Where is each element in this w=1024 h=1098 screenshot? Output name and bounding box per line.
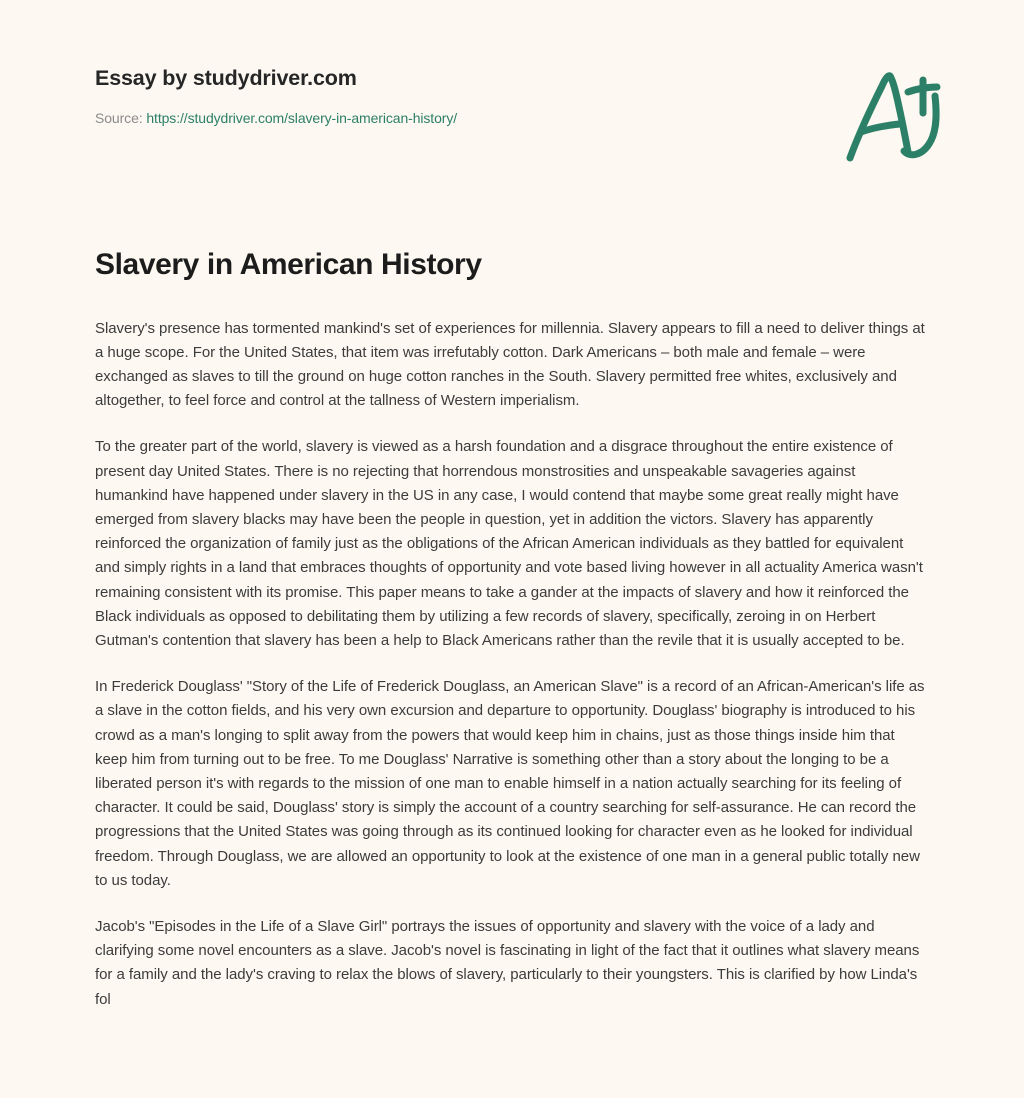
source-line: [95, 109, 946, 127]
page-header: [0, 0, 1024, 126]
source-url-link[interactable]: https://studydriver.com/slavery-in-american-history/: [146, 109, 458, 126]
page-title: Slavery in American History: [95, 248, 482, 281]
article-body: [95, 317, 929, 1012]
paragraph: To the greater part of the world, slavery is viewed as a harsh foundation and a disgrace throughout the entire existence of present day United States. There is no rejecting that horrendous monstrosities and unspeakable savageries against humankind have happened under slavery in the US in any case, I would contend that maybe some great really might have emerged from slavery blacks may have been the people in question, yet in addition the victors. Slavery has apparently reinforced the organization of family just as the obligations of the African American individuals as they battled for equivalent and simply rights in a land that embraces thoughts of opportunity and vote based living however in all actuality America wasn't remaining consistent with its promise. This paper means to take a gander at the impacts of slavery and how it reinforced the Black individuals as opposed to debilitating them by utilizing a few records of slavery, specifically, zeroing in on Herbert Gutman's contention that slavery has been a help to Black Americans rather than the revile that it is usually accepted to be.: [95, 438, 923, 649]
article: [0, 248, 1024, 1012]
paragraph: Jacob's "Episodes in the Life of a Slave Girl" portrays the issues of opportunity and slavery with the voice of a lady and clarifying some novel encounters as a slave. Jacob's novel is fascinating in light of the fact that it outlines what slavery means for a family and the lady's craving to relax the blows of slavery, particularly to their youngsters. This is clarified by how Linda's fol: [95, 917, 920, 1008]
paragraph: In Frederick Douglass' "Story of the Life of Frederick Douglass, an American Slave" is a record of an African-American's life as a slave in the cotton fields, and his very own excursion and departure to opportunity. Douglass' biography is introduced to his crowd as a man's longing to split away from the powers that would keep him in chains, just as those things inside him that keep him from turning out to be free. To me Douglass' Narrative is something other than a story about the longing to be a liberated person it's with regards to the mission of one man to enable himself in a nation actually searching for its feeling of character. It could be said, Douglass' story is simply the account of a country searching for self-assurance. He can record the progressions that the United States was going through as its continued looking for character even as he looked for individual freedom. Through Douglass, we are allowed an opportunity to look at the existence of one man in a general public totally new to us today.: [95, 678, 925, 889]
paragraph: Slavery's presence has tormented mankind's set of experiences for millennia. Slavery appears to fill a need to deliver things at a huge scope. For the United States, that item was irrefutably cotton. Dark Americans – both male and female – were exchanged as slaves to till the ground on huge cotton ranches in the South. Slavery permitted free whites, exclusively and altogether, to feel force and control at the tallness of Western imperialism.: [95, 319, 925, 410]
source-label: Source:: [95, 109, 143, 126]
brand-title: Essay by studydriver.com: [95, 66, 357, 90]
a-plus-logo-icon: [838, 66, 946, 166]
